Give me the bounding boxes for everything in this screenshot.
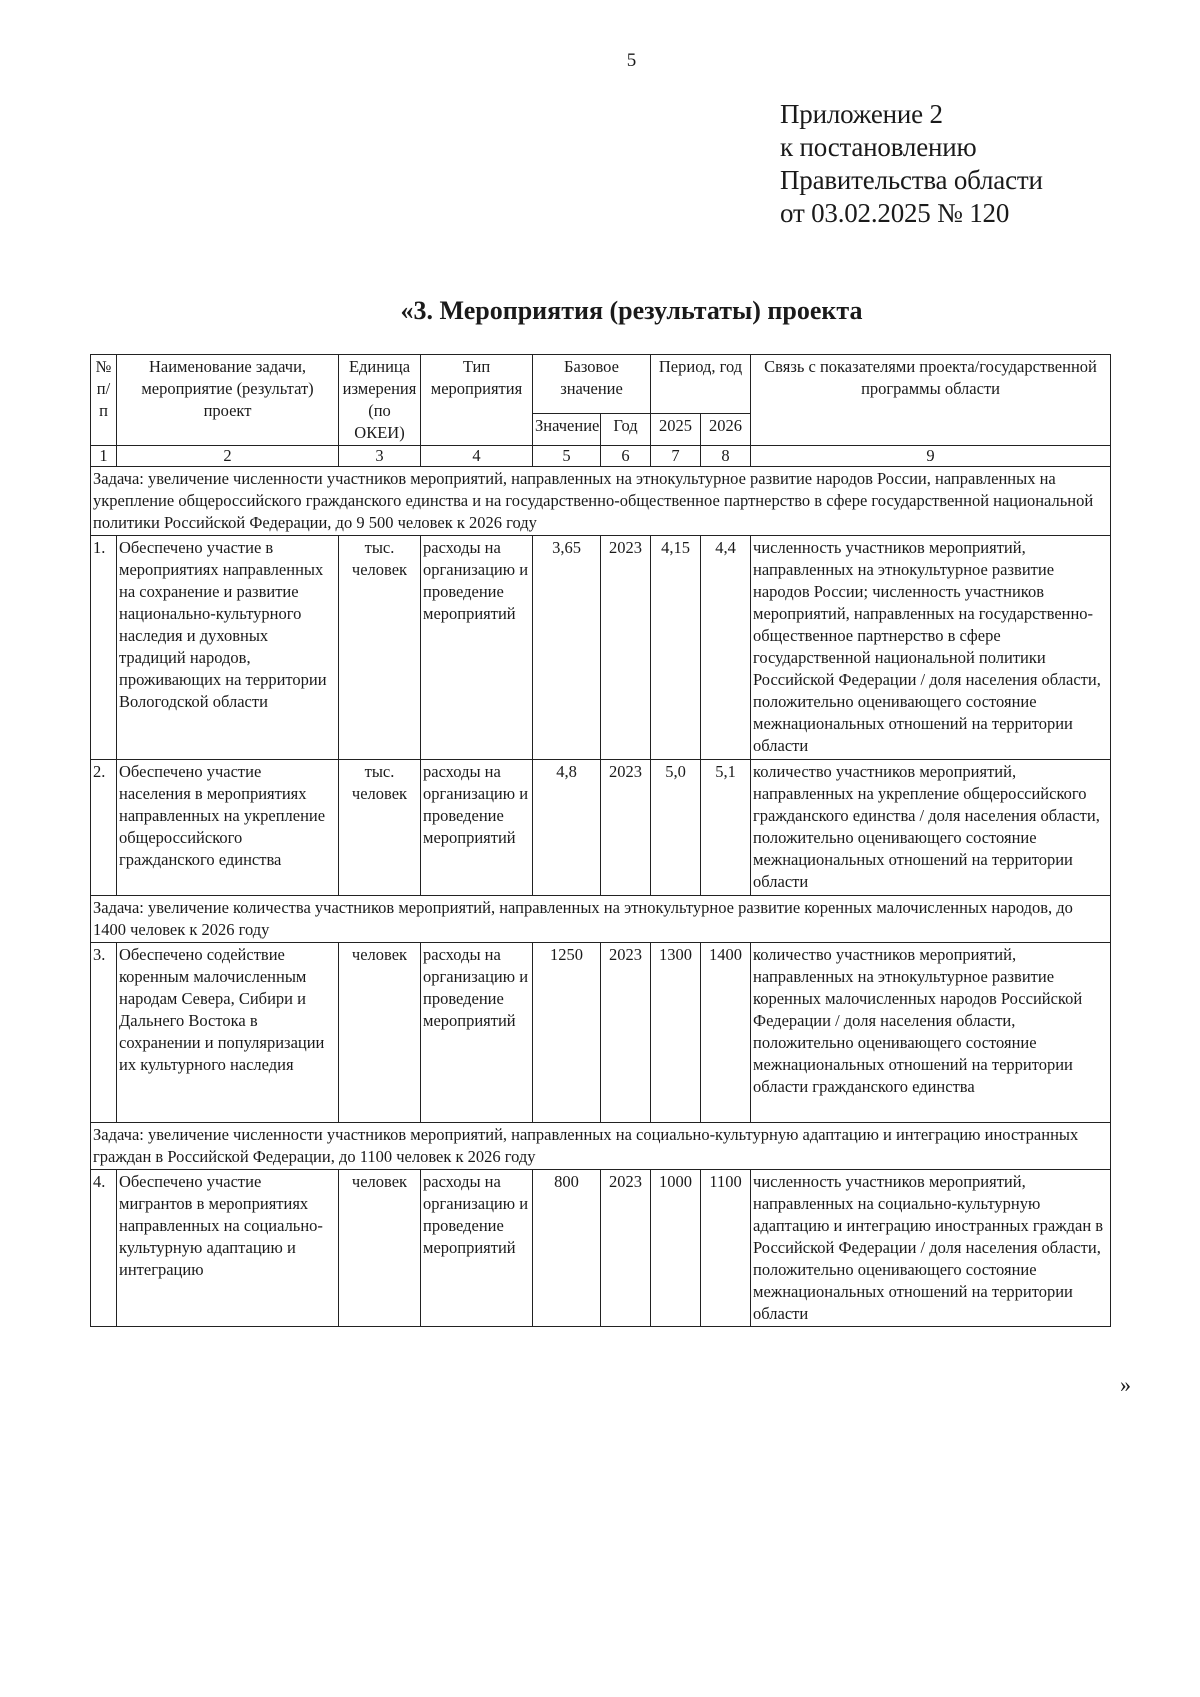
appendix-line: от 03.02.2025 № 120 xyxy=(780,198,1010,228)
task-text: Задача: увеличение численности участников мероприятий, направленных на социально-культурную адаптацию и интеграцию иностранных граждан в Российской Федерации, до 1100 человек к 2026 году xyxy=(91,1123,1111,1170)
row-2026: 4,4 xyxy=(701,536,751,760)
header-link: Связь с показателями проекта/государственной программы области xyxy=(751,355,1111,446)
column-number: 8 xyxy=(701,446,751,467)
row-type: расходы на организацию и проведение мероприятий xyxy=(421,760,533,896)
row-num: 2. xyxy=(91,760,117,896)
closing-quote: » xyxy=(1120,1372,1131,1397)
header-num: № п/п xyxy=(91,355,117,446)
appendix-line: Приложение 2 xyxy=(780,99,943,129)
task-row xyxy=(91,467,1111,536)
table-row xyxy=(91,1170,1111,1327)
header-base: Базовое значение xyxy=(533,355,651,414)
row-type: расходы на организацию и проведение мероприятий xyxy=(421,1170,533,1327)
row-base-value: 3,65 xyxy=(533,536,601,760)
header-base-year: Год xyxy=(601,414,651,446)
task-text: Задача: увеличение численности участников мероприятий, направленных на этнокультурное развитие народов России, направленных на укрепление общероссийского гражданского единства и на государственно-общественное партнерство в сфере государственной национальной политики Российской Федерации, до 9 500 человек к 2026 году xyxy=(91,467,1111,536)
task-row xyxy=(91,896,1111,943)
row-unit: человек xyxy=(339,1170,421,1327)
row-2025: 1300 xyxy=(651,943,701,1123)
row-unit: тыс. человек xyxy=(339,536,421,760)
row-base-year: 2023 xyxy=(601,536,651,760)
header-unit: Единица измерения (по ОКЕИ) xyxy=(339,355,421,446)
row-base-year: 2023 xyxy=(601,1170,651,1327)
row-unit: человек xyxy=(339,943,421,1123)
row-name: Обеспечено содействие коренным малочисленным народам Севера, Сибири и Дальнего Востока в сохранении и популяризации их культурного наследия xyxy=(117,943,339,1123)
row-link: численность участников мероприятий, направленных на социально-культурную адаптацию и интеграцию иностранных граждан в Российской Федерации / доля населения области, положительно оценивающего состояние межнациональных отношений на территории области xyxy=(751,1170,1111,1327)
column-number: 2 xyxy=(117,446,339,467)
row-num: 1. xyxy=(91,536,117,760)
header-2026: 2026 xyxy=(701,414,751,446)
row-2025: 5,0 xyxy=(651,760,701,896)
row-num: 4. xyxy=(91,1170,117,1327)
row-num: 3. xyxy=(91,943,117,1123)
row-link: количество участников мероприятий, направленных на укрепление общероссийского гражданского единства / доля населения области, положительно оценивающего состояние межнациональных отношений на территории области xyxy=(751,760,1111,896)
header-base-value: Значение xyxy=(533,414,601,446)
row-name: Обеспечено участие населения в мероприятиях направленных на укрепление общероссийского гражданского единства xyxy=(117,760,339,896)
row-type: расходы на организацию и проведение мероприятий xyxy=(421,943,533,1123)
column-number: 5 xyxy=(533,446,601,467)
task-text: Задача: увеличение количества участников мероприятий, направленных на этнокультурное развитие коренных малочисленных народов, до 1400 человек к 2026 году xyxy=(91,896,1111,943)
header-row xyxy=(91,355,1111,414)
row-base-year: 2023 xyxy=(601,760,651,896)
row-name: Обеспечено участие мигрантов в мероприятиях направленных на социально-культурную адаптацию и интеграцию xyxy=(117,1170,339,1327)
header-period: Период, год xyxy=(651,355,751,414)
header-type: Тип мероприятия xyxy=(421,355,533,446)
header-name: Наименование задачи, мероприятие (результат) проект xyxy=(117,355,339,446)
column-number: 1 xyxy=(91,446,117,467)
appendix-block xyxy=(780,98,1043,230)
row-link: количество участников мероприятий, направленных на этнокультурное развитие коренных малочисленных народов Российской Федерации / доля населения области, положительно оценивающего состояние межнациональных отношений на территории области гражданского единства xyxy=(751,943,1111,1123)
row-2025: 1000 xyxy=(651,1170,701,1327)
header-2025: 2025 xyxy=(651,414,701,446)
column-number: 7 xyxy=(651,446,701,467)
row-link: численность участников мероприятий, направленных на этнокультурное развитие народов России; численность участников мероприятий, направленных на государственно-общественное партнерство в сфере государственной национальной политики Российской Федерации / доля населения области, положительно оценивающего состояние межнациональных отношений на территории области xyxy=(751,536,1111,760)
column-number: 6 xyxy=(601,446,651,467)
table-row xyxy=(91,536,1111,760)
row-base-value: 4,8 xyxy=(533,760,601,896)
table-row xyxy=(91,943,1111,1123)
row-base-year: 2023 xyxy=(601,943,651,1123)
appendix-line: Правительства области xyxy=(780,165,1043,195)
row-unit: тыс. человек xyxy=(339,760,421,896)
task-row xyxy=(91,1123,1111,1170)
row-2026: 1400 xyxy=(701,943,751,1123)
row-2026: 1100 xyxy=(701,1170,751,1327)
row-name: Обеспечено участие в мероприятиях направленных на сохранение и развитие национально-культурного наследия и духовных традиций народов, проживающих на территории Вологодской области xyxy=(117,536,339,760)
row-base-value: 1250 xyxy=(533,943,601,1123)
appendix-line: к постановлению xyxy=(780,132,977,162)
column-number: 3 xyxy=(339,446,421,467)
column-number-row xyxy=(91,446,1111,467)
measures-table xyxy=(90,354,1111,1327)
column-number: 4 xyxy=(421,446,533,467)
row-type: расходы на организацию и проведение мероприятий xyxy=(421,536,533,760)
row-base-value: 800 xyxy=(533,1170,601,1327)
column-number: 9 xyxy=(751,446,1111,467)
section-title: «3. Мероприятия (результаты) проекта xyxy=(400,296,863,325)
row-2025: 4,15 xyxy=(651,536,701,760)
row-2026: 5,1 xyxy=(701,760,751,896)
table-row xyxy=(91,760,1111,896)
page-number: 5 xyxy=(626,50,637,71)
